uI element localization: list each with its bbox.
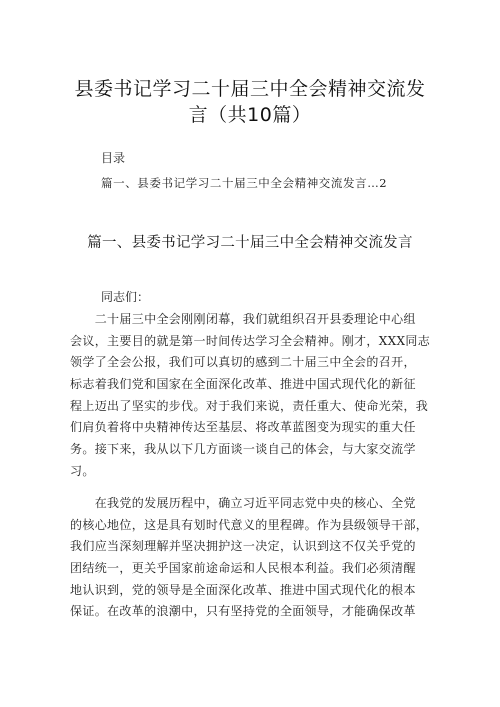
paragraph-line: 们肩负着将中央精神传达至基层、将改革蓝图变为现实的重大任	[70, 420, 416, 435]
section-heading: 篇一、县委书记学习二十届三中全会精神交流发言	[87, 235, 413, 251]
salutation: 同志们：	[101, 290, 150, 304]
paragraph-line: 团结统一，更关乎国家前途命运和人民根本利益。我们必须清醒	[70, 561, 416, 576]
body-paragraph-1	[70, 309, 432, 483]
paragraph-line: 保证。在改革的浪潮中，只有坚持党的全面领导，才能确保改革	[70, 604, 416, 619]
document-title	[70, 76, 430, 128]
paragraph-line: 在我党的发展历程中，确立习近平同志党中央的核心、全党	[70, 496, 416, 510]
document-title-line-1: 县委书记学习二十届三中全会精神交流发	[74, 78, 426, 100]
paragraph-line: 标志着我们党和国家在全面深化改革、推进中国式现代化的新征	[70, 377, 416, 392]
paragraph-line: 地认识到，党的领导是全面深化改革、推进中国式现代化的根本	[70, 582, 416, 597]
paragraph-line: 我们应当深刻理解并坚决拥护这一决定，认识到这不仅关乎党的	[70, 539, 416, 554]
paragraph-line: 务。接下来，我从以下几方面谈一谈自己的体会，与大家交流学	[70, 442, 416, 457]
paragraph-line: 程上迈出了坚实的步伐。对于我们来说，责任重大、使命光荣，我	[70, 398, 429, 413]
paragraph-line: 会议，主要目的就是第一时间传达学习全会精神。刚才，XXX同志	[70, 333, 431, 348]
paragraph-line: 二十届三中全会刚刚闭幕，我们就组织召开县委理论中心组	[70, 312, 416, 326]
body-paragraph-2	[70, 493, 432, 623]
document-title-line-2: 言（共10篇）	[188, 104, 312, 126]
toc-heading: 目录	[101, 151, 126, 165]
paragraph-line: 领学了全会公报，我们可以真切的感到二十届三中全会的召开，	[70, 355, 416, 370]
paragraph-line: 的核心地位，这是具有划时代意义的里程碑。作为县级领导干部，	[70, 517, 429, 532]
paragraph-line: 习。	[70, 463, 95, 478]
toc-entry[interactable]: 篇一、县委书记学习二十届三中全会精神交流发言…2	[101, 176, 388, 190]
